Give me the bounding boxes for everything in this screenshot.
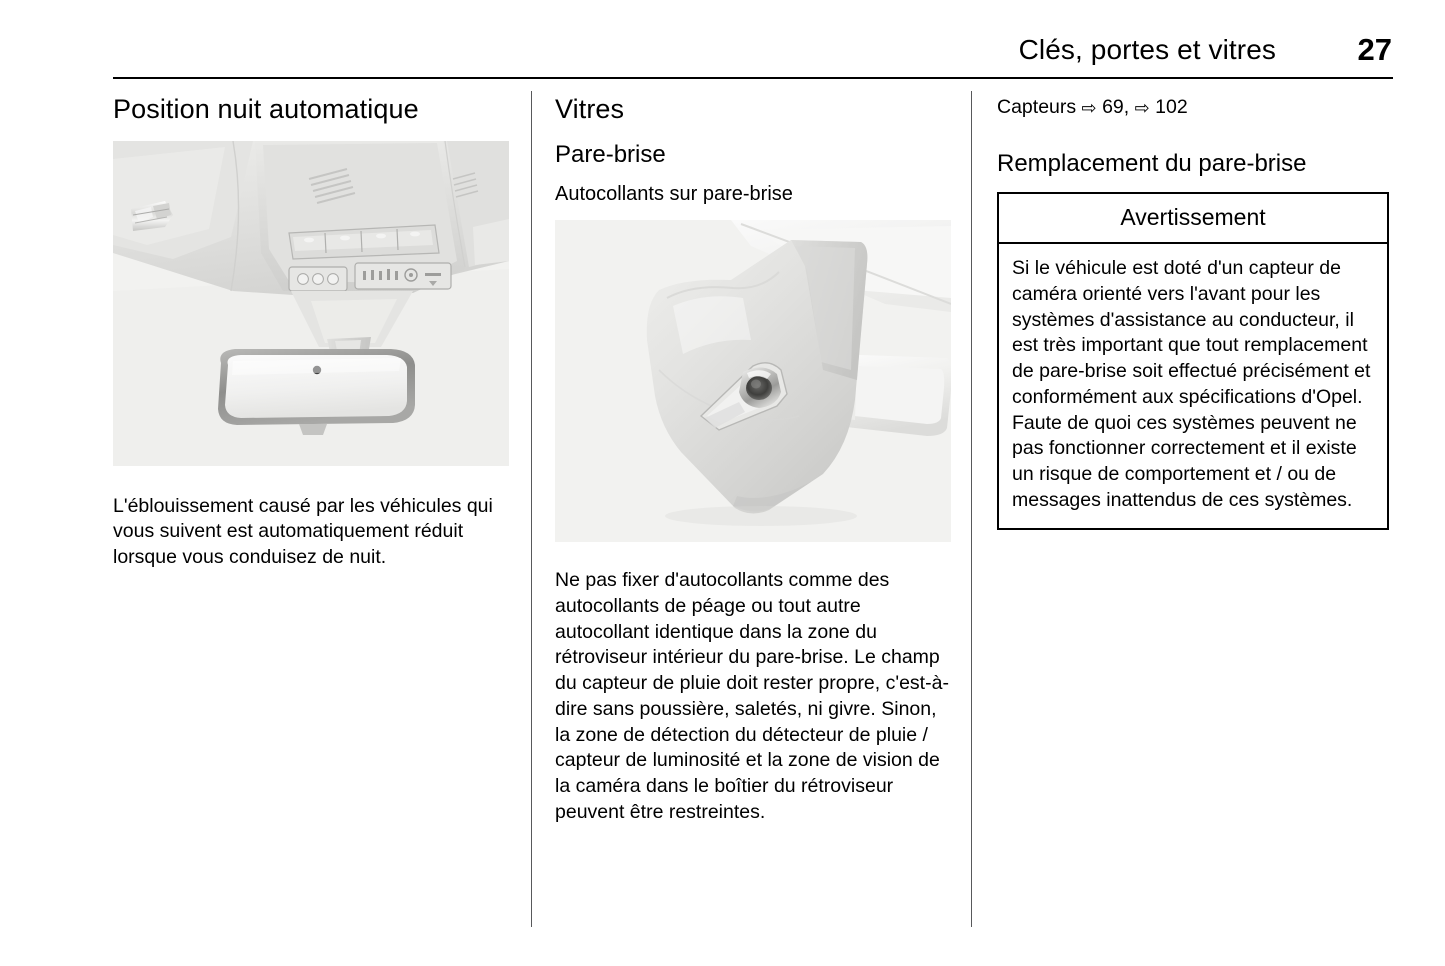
cross-reference-separator: , <box>1123 96 1130 118</box>
left-column-body: L'éblouissement causé par les véhicules qui vous suivent est automatiquement réduit lorsque vous conduisez de nuit. <box>113 494 493 569</box>
page-reference-arrow-icon: ⇨ <box>1081 98 1097 119</box>
page-reference-arrow-icon-2: ⇨ <box>1134 98 1150 119</box>
heading-autocollants-sur-pare-brise: Autocollants sur pare-brise <box>555 183 793 206</box>
heading-pare-brise: Pare-brise <box>555 140 666 168</box>
middle-column-body: Ne pas fixer d'autocollants comme des autocollants de péage ou tout autre autocollant identique dans la zone du rétroviseur intérieur du pare-brise. Le champ du capteur de pluie doit rester propre, c'est-à-dire sans poussière, saletés, ni givre. Sinon, la zone de détection du détecteur de pluie / capteur de luminosité et la zone de vision de la caméra dans le boîtier du rétroviseur peuvent être restreintes. <box>555 569 949 823</box>
figure-overhead-console <box>113 141 509 466</box>
column-right <box>997 95 1393 530</box>
page-number: 27 <box>1357 32 1392 67</box>
warning-box <box>997 192 1389 530</box>
warning-text: Si le véhicule est doté d'un capteur de caméra orienté vers l'avant pour les systèmes d'assistance au conducteur, il est très important que tout remplacement de pare-brise soit effectué précisément et conformément aux spécifications d'Opel. Faute de quoi ces systèmes peuvent ne pas fonctionner correctement et il existe un risque de comportement et / ou de messages inattendus de ces systèmes. <box>1012 257 1371 511</box>
cross-reference-label: Capteurs <box>997 96 1077 118</box>
column-divider-left <box>531 91 532 927</box>
header-rule <box>113 77 1393 79</box>
heading-position-nuit-automatique: Position nuit automatique <box>113 94 419 124</box>
warning-body <box>999 244 1387 527</box>
cross-reference-page-2[interactable]: 102 <box>1155 96 1188 118</box>
column-left <box>113 95 509 571</box>
column-middle <box>555 95 951 826</box>
cross-reference-page-1[interactable]: 69 <box>1102 96 1124 118</box>
page-title: Clés, portes et vitres <box>1018 34 1276 65</box>
figure-mirror-housing <box>555 220 951 542</box>
cross-reference-capteurs <box>997 95 1393 120</box>
heading-vitres: Vitres <box>555 94 625 124</box>
heading-remplacement-du-pare-brise: Remplacement du pare-brise <box>997 150 1307 178</box>
page-header <box>113 34 1392 78</box>
warning-title: Avertissement <box>999 194 1387 244</box>
column-divider-right <box>971 91 972 927</box>
